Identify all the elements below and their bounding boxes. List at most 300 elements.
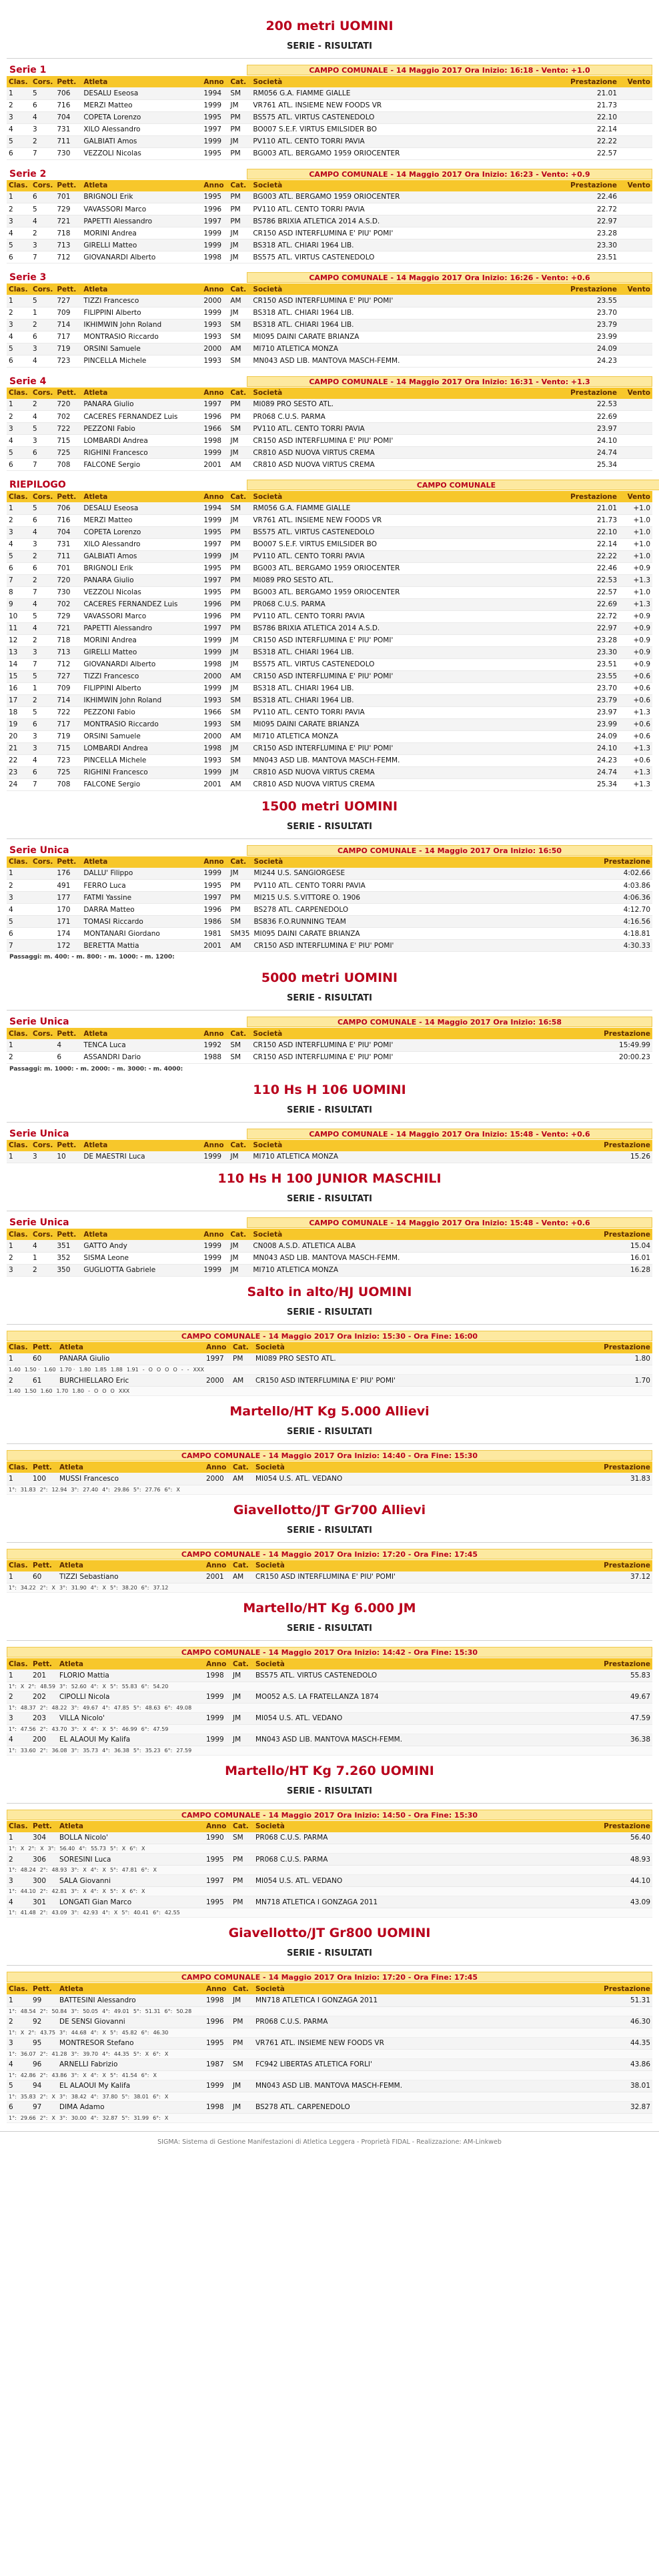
series-info: CAMPO COMUNALE - 14 Maggio 2017 Ora Inizio: 16:18 - Vento: +1.0 (247, 65, 652, 75)
table-cell: JM (231, 1734, 253, 1746)
attempts-row (7, 1387, 652, 1396)
table-cell: +0.9 (619, 658, 652, 670)
table-cell: PV110 ATL. CENTO TORRI PAVIA (251, 880, 432, 892)
attempt-value: 3°: (59, 2093, 67, 2100)
table-cell: SORESINI Luca (57, 1854, 204, 1866)
attempt-value: 51.31 (145, 2008, 161, 2014)
table-cell: 48.93 (454, 1854, 652, 1866)
table-cell: XILO Alessandro (81, 538, 201, 550)
column-header: Clas. (7, 1342, 31, 1353)
series-info: CAMPO COMUNALE - 14 Maggio 2017 Ora Inizio: 17:20 - Ora Fine: 17:45 (7, 1549, 652, 1559)
table-cell: JM (228, 135, 251, 147)
attempts-row (7, 2092, 652, 2101)
table-cell: BG003 ATL. BERGAMO 1959 ORIOCENTER (251, 191, 431, 203)
table-cell: 2 (7, 2016, 31, 2028)
table-cell: 6 (31, 718, 55, 730)
attempt-value: XXX (118, 1388, 130, 1394)
attempt-value: 5°: (109, 1888, 118, 1894)
table-cell: 5 (7, 2080, 31, 2092)
table-cell: 1 (7, 1832, 31, 1844)
table-cell: 1998 (201, 658, 228, 670)
attempt-value: X (83, 1726, 87, 1732)
table-row (7, 251, 652, 263)
column-header: Prestazione (431, 180, 619, 191)
table-cell: 3 (7, 215, 31, 227)
table-cell: CR150 ASD INTERFLUMINA E' PIU' POMI' (253, 1571, 454, 1583)
table-cell: 1999 (201, 550, 228, 562)
attempts-row (7, 1703, 652, 1712)
table-cell: 1 (7, 1994, 31, 2006)
attempt-value: 1.80 (79, 1367, 91, 1373)
event-title: Martello/HT Kg 6.000 JM (243, 1601, 416, 1616)
column-header: Cat. (231, 1342, 253, 1353)
table-cell: 1986 (201, 916, 228, 928)
table-cell: EL ALAOUI My Kalifa (57, 2080, 204, 2092)
table-cell: 731 (55, 538, 81, 550)
table-cell: RM056 G.A. FIAMME GIALLE (251, 502, 431, 514)
attempt-value: 39.70 (83, 2050, 99, 2057)
table-row (7, 1734, 652, 1746)
table-cell: 2 (31, 227, 55, 239)
table-cell: 723 (55, 754, 81, 766)
table-cell: 177 (55, 892, 81, 904)
column-header: Società (253, 1461, 454, 1473)
table-row (7, 718, 652, 730)
table-cell: 5 (31, 502, 55, 514)
table-cell: 6 (31, 766, 55, 778)
column-header: Pett. (55, 856, 81, 868)
attempt-value: 5°: (109, 2072, 118, 2078)
results-table (7, 1229, 652, 1277)
column-header: Cat. (228, 1140, 251, 1151)
table-cell: SM (228, 1039, 251, 1051)
table-cell: +0.6 (619, 682, 652, 694)
table-cell: PM (228, 123, 251, 135)
attempt-value: 1.85 (95, 1367, 107, 1373)
attempt-value: 46.99 (121, 1726, 137, 1732)
attempt-value: 36.07 (20, 2050, 36, 2057)
column-header: Pett. (55, 76, 81, 87)
column-header: Società (253, 1821, 454, 1832)
table-cell: SM (228, 331, 251, 343)
table-cell: GATTO Andy (81, 1240, 201, 1252)
table-cell: 2000 (201, 670, 228, 682)
table-row (7, 215, 652, 227)
table-cell: BERETTA Mattia (81, 940, 201, 952)
table-cell: RIGHINI Francesco (81, 447, 201, 459)
table-row (7, 904, 652, 916)
table-cell: 3 (7, 526, 31, 538)
attempt-value: 37.80 (102, 2093, 118, 2100)
attempt-value: X (145, 2050, 149, 2057)
column-header: Prestazione (454, 1461, 652, 1473)
table-cell: 56.40 (454, 1832, 652, 1844)
attempt-value: - (142, 1367, 145, 1373)
table-cell: 24.09 (431, 730, 619, 742)
table-cell: 6 (7, 147, 31, 159)
table-cell: 3 (7, 1875, 31, 1887)
event-subtitle: SERIE - RISULTATI (287, 821, 372, 832)
column-header: Prestazione (431, 1229, 652, 1240)
table-cell: BG003 ATL. BERGAMO 1959 ORIOCENTER (251, 562, 431, 574)
table-cell: 171 (55, 916, 81, 928)
table-cell: PR068 C.U.S. PARMA (253, 1854, 454, 1866)
table-cell (619, 399, 652, 411)
table-cell: 301 (31, 1896, 57, 1908)
attempt-value: O (102, 1388, 107, 1394)
table-cell: PM (228, 111, 251, 123)
attempt-value: 48.93 (51, 1867, 67, 1873)
attempt-value: 1.40 (9, 1388, 21, 1394)
table-cell: 4 (31, 526, 55, 538)
column-header: Società (251, 856, 432, 868)
attempts-row (7, 1746, 652, 1755)
table-row (7, 2037, 652, 2049)
table-row (7, 550, 652, 562)
column-header: Anno (201, 180, 228, 191)
column-header: Clas. (7, 1140, 31, 1151)
table-cell: 24.10 (431, 742, 619, 754)
table-cell: 1995 (204, 1854, 231, 1866)
attempt-value: 37.12 (153, 1585, 169, 1591)
column-header: Clas. (7, 283, 31, 295)
table-cell: +0.6 (619, 694, 652, 706)
attempt-value: 4°: (90, 1585, 99, 1591)
attempts-row (7, 1724, 652, 1734)
attempt-value: 3°: (71, 1910, 79, 1916)
attempt-value: X (153, 2072, 157, 2078)
table-cell: +1.0 (619, 550, 652, 562)
table-cell: GIOVANARDI Alberto (81, 251, 201, 263)
table-cell: CR810 ASD NUOVA VIRTUS CREMA (251, 447, 431, 459)
table-cell: 32.87 (454, 2101, 652, 2113)
table-cell: 1994 (201, 87, 228, 99)
table-cell: 716 (55, 99, 81, 111)
table-cell: 7 (31, 147, 55, 159)
table-cell: 1 (7, 1571, 31, 1583)
table-cell: MN043 ASD LIB. MANTOVA MASCH-FEMM. (253, 2080, 454, 2092)
table-cell (31, 880, 55, 892)
table-cell: 7 (31, 658, 55, 670)
attempts-cell (7, 1866, 652, 1875)
table-cell (619, 355, 652, 367)
table-cell: +1.3 (619, 574, 652, 586)
table-cell: 14 (7, 658, 31, 670)
table-row (7, 868, 652, 880)
table-cell: 300 (31, 1875, 57, 1887)
table-cell: MORINI Andrea (81, 634, 201, 646)
table-cell (619, 239, 652, 251)
table-cell: CR150 ASD INTERFLUMINA E' PIU' POMI' (251, 1051, 431, 1063)
table-row (7, 778, 652, 790)
table-cell: 1 (7, 1353, 31, 1365)
table-cell: MI089 PRO SESTO ATL. (253, 1353, 454, 1365)
table-cell: 1995 (204, 1896, 231, 1908)
column-header: Società (251, 1140, 431, 1151)
table-cell: 16.28 (431, 1264, 652, 1276)
column-header: Società (251, 283, 431, 295)
attempt-value: 44.68 (71, 2029, 87, 2036)
table-cell: 23.28 (431, 227, 619, 239)
table-cell: MI089 PRO SESTO ATL. (251, 574, 431, 586)
attempt-value: X (164, 2093, 169, 2100)
column-header: Cat. (228, 1229, 251, 1240)
block-header (7, 1548, 652, 1560)
column-header: Prestazione (454, 1983, 652, 1994)
table-cell: AM (228, 670, 251, 682)
column-header: Clas. (7, 1821, 31, 1832)
event-title: Giavellotto/JT Gr700 Allievi (233, 1502, 426, 1517)
results-table (7, 1461, 652, 1495)
table-cell: 4 (31, 355, 55, 367)
table-row (7, 2080, 652, 2092)
column-header: Pett. (31, 1658, 57, 1670)
table-cell: MI054 U.S. ATL. VEDANO (253, 1473, 454, 1485)
table-cell: PM (228, 538, 251, 550)
column-header: Atleta (57, 1821, 204, 1832)
table-cell: TENCA Luca (81, 1039, 201, 1051)
table-cell: JM (228, 239, 251, 251)
table-row (7, 754, 652, 766)
table-cell: 5 (7, 447, 31, 459)
table-row (7, 2101, 652, 2113)
attempt-value: 38.01 (133, 2093, 149, 2100)
table-cell: 13 (7, 646, 31, 658)
table-cell: 351 (55, 1240, 81, 1252)
attempt-value: 6°: (141, 1867, 149, 1873)
separator (7, 1010, 652, 1011)
separator (7, 838, 652, 839)
table-cell: 718 (55, 227, 81, 239)
table-cell: SISMA Leone (81, 1252, 201, 1264)
table-row (7, 1375, 652, 1387)
attempt-value: 6°: (164, 1486, 173, 1493)
table-cell: +0.6 (619, 718, 652, 730)
attempt-value: X (20, 2029, 25, 2036)
table-cell: MI215 U.S. S.VITTORE O. 1906 (251, 892, 432, 904)
column-header: Atleta (81, 283, 201, 295)
table-cell: 22.72 (431, 610, 619, 622)
results-table (7, 1140, 652, 1164)
table-cell: 729 (55, 610, 81, 622)
result-block (7, 168, 652, 264)
attempt-value: 56.40 (59, 1846, 75, 1852)
attempt-value: - (181, 1367, 183, 1373)
table-cell: 4 (7, 435, 31, 447)
table-cell: 718 (55, 634, 81, 646)
table-cell: MI710 ATLETICA MONZA (251, 343, 431, 355)
table-cell: CR810 ASD NUOVA VIRTUS CREMA (251, 766, 431, 778)
table-cell: 3 (31, 343, 55, 355)
table-cell: 709 (55, 682, 81, 694)
table-cell: MI710 ATLETICA MONZA (251, 1151, 431, 1163)
table-cell: CR150 ASD INTERFLUMINA E' PIU' POMI' (251, 295, 431, 307)
table-cell: 729 (55, 203, 81, 215)
table-cell: DESALU Eseosa (81, 502, 201, 514)
attempts-row (7, 1908, 652, 1918)
attempt-value: 27.40 (83, 1486, 99, 1493)
attempt-value: 4°: (90, 1726, 99, 1732)
table-cell: MN043 ASD LIB. MANTOVA MASCH-FEMM. (251, 355, 431, 367)
table-cell: CR150 ASD INTERFLUMINA E' PIU' POMI' (251, 940, 432, 952)
attempt-value: 36.08 (51, 1747, 67, 1754)
results-table (7, 856, 652, 952)
table-row (7, 2058, 652, 2070)
attempts-row (7, 1583, 652, 1593)
table-cell: JM (228, 682, 251, 694)
column-header: Cat. (228, 180, 251, 191)
table-cell: 4 (31, 111, 55, 123)
result-block (7, 1449, 652, 1495)
table-cell: CR810 ASD NUOVA VIRTUS CREMA (251, 459, 431, 471)
attempt-value: 4°: (90, 2029, 99, 2036)
attempts-cell (7, 2070, 652, 2080)
column-header: Clas. (7, 1229, 31, 1240)
table-cell: 714 (55, 319, 81, 331)
column-header: Pett. (55, 491, 81, 502)
attempt-value: 4°: (90, 1867, 99, 1873)
table-cell: 2 (7, 1051, 31, 1063)
table-cell: 3 (7, 1712, 31, 1724)
column-header: Atleta (81, 180, 201, 191)
table-cell: 1995 (204, 2037, 231, 2049)
attempt-value: 44.10 (20, 1888, 36, 1894)
attempt-value: 1°: (9, 2072, 17, 2078)
table-cell: 1 (7, 868, 31, 880)
table-row (7, 1151, 652, 1163)
attempt-value: 1°: (9, 1486, 17, 1493)
column-header: Cat. (231, 1560, 253, 1571)
result-block (7, 64, 652, 160)
table-cell: GALBIATI Amos (81, 550, 201, 562)
table-cell: 4:18.81 (432, 928, 652, 940)
attempt-value: 1°: (9, 1867, 17, 1873)
results-table (7, 180, 652, 264)
table-cell: 25.34 (431, 778, 619, 790)
table-cell: DARRA Matteo (81, 904, 201, 916)
table-row (7, 646, 652, 658)
table-cell: 4 (7, 904, 31, 916)
table-cell: 11 (7, 622, 31, 634)
table-cell (31, 904, 55, 916)
attempt-value: 1°: (9, 1910, 17, 1916)
series-info: CAMPO COMUNALE - 14 Maggio 2017 Ora Inizio: 15:30 - Ora Fine: 16:00 (7, 1331, 652, 1341)
block-header (7, 844, 652, 856)
attempt-value: X (83, 1867, 87, 1873)
separator (7, 1965, 652, 1966)
table-cell: JM (228, 99, 251, 111)
attempt-value: 1.88 (111, 1367, 123, 1373)
table-cell: SM (228, 87, 251, 99)
column-header: Cat. (231, 1461, 253, 1473)
table-cell: BO007 S.E.F. VIRTUS EMILSIDER BO (251, 538, 431, 550)
attempt-value: 6°: (129, 1888, 138, 1894)
table-cell: GALBIATI Amos (81, 135, 201, 147)
table-cell: 709 (55, 307, 81, 319)
table-cell: BURCHIELLARO Eric (57, 1375, 204, 1387)
series-info: CAMPO COMUNALE - 14 Maggio 2017 Ora Inizio: 15:48 - Vento: +0.6 (247, 1217, 652, 1228)
table-row (7, 1896, 652, 1908)
table-cell: 202 (31, 1691, 57, 1703)
attempt-value: 46.30 (153, 2029, 169, 2036)
attempts-cell (7, 2028, 652, 2037)
split-times: Passaggi: m. 1000: - m. 2000: - m. 3000: - m. 4000: (9, 1065, 183, 1073)
attempt-value: 31.99 (133, 2114, 149, 2121)
attempt-value: X (141, 1888, 145, 1894)
column-header: Società (253, 1983, 454, 1994)
attempt-value: 2°: (39, 2050, 48, 2057)
table-cell: PM (231, 2037, 253, 2049)
table-cell: 174 (55, 928, 81, 940)
column-header: Cors. (31, 388, 55, 399)
table-cell: 1988 (201, 1051, 228, 1063)
column-header: Pett. (31, 1983, 57, 1994)
split-times: Passaggi: m. 400: - m. 800: - m. 1000: - m. 1200: (9, 954, 175, 960)
table-cell: AM (228, 343, 251, 355)
attempt-value: 35.73 (83, 1747, 99, 1754)
column-header: Pett. (31, 1461, 57, 1473)
table-cell: 6 (31, 331, 55, 343)
column-header: Cors. (31, 180, 55, 191)
table-cell: MO052 A.S. LA FRATELLANZA 1874 (253, 1691, 454, 1703)
table-cell: 6 (55, 1051, 81, 1063)
series-name: RIEPILOGO (9, 480, 66, 490)
attempt-value: 5°: (109, 1585, 118, 1591)
column-header: Clas. (7, 1983, 31, 1994)
attempt-value: 29.66 (20, 2114, 36, 2121)
table-cell: SM35 (228, 928, 251, 940)
attempt-value: 50.05 (83, 2008, 99, 2014)
table-cell: 1999 (201, 135, 228, 147)
attempts-row (7, 2113, 652, 2122)
table-cell: TIZZI Francesco (81, 295, 201, 307)
table-row (7, 399, 652, 411)
table-cell: 1999 (201, 1240, 228, 1252)
table-cell: 1995 (201, 562, 228, 574)
table-cell: CR150 ASD INTERFLUMINA E' PIU' POMI' (251, 670, 431, 682)
table-cell: MONTRASIO Riccardo (81, 718, 201, 730)
table-cell: MI054 U.S. ATL. VEDANO (253, 1875, 454, 1887)
table-cell: 1999 (201, 682, 228, 694)
attempt-value: 42.86 (20, 2072, 36, 2078)
table-cell: CR150 ASD INTERFLUMINA E' PIU' POMI' (251, 227, 431, 239)
attempt-value: 4°: (90, 2072, 99, 2078)
table-cell: 44.10 (454, 1875, 652, 1887)
table-cell: FLORIO Mattia (57, 1670, 204, 1682)
table-row (7, 355, 652, 367)
attempt-value: 2°: (39, 2072, 48, 2078)
results-table (7, 76, 652, 160)
attempt-value: 2°: (39, 2008, 48, 2014)
block-header (7, 271, 652, 283)
attempt-value: 6°: (141, 2029, 149, 2036)
table-cell: 4 (7, 1896, 31, 1908)
results-table (7, 1028, 652, 1064)
results-table (7, 283, 652, 368)
table-cell: BOLLA Nicolo' (57, 1832, 204, 1844)
event-subtitle: SERIE - RISULTATI (287, 1786, 372, 1796)
table-cell: 22.46 (431, 562, 619, 574)
column-header: Prestazione (431, 491, 619, 502)
table-row (7, 538, 652, 550)
table-cell: CR150 ASD INTERFLUMINA E' PIU' POMI' (253, 1375, 454, 1387)
table-cell: VEZZOLI Nicolas (81, 586, 201, 598)
attempt-value: 2°: (39, 2093, 48, 2100)
table-cell: BS575 ATL. VIRTUS CASTENEDOLO (251, 111, 431, 123)
table-cell: 704 (55, 526, 81, 538)
attempt-value: 2°: (39, 1704, 48, 1711)
table-cell: 4 (31, 598, 55, 610)
